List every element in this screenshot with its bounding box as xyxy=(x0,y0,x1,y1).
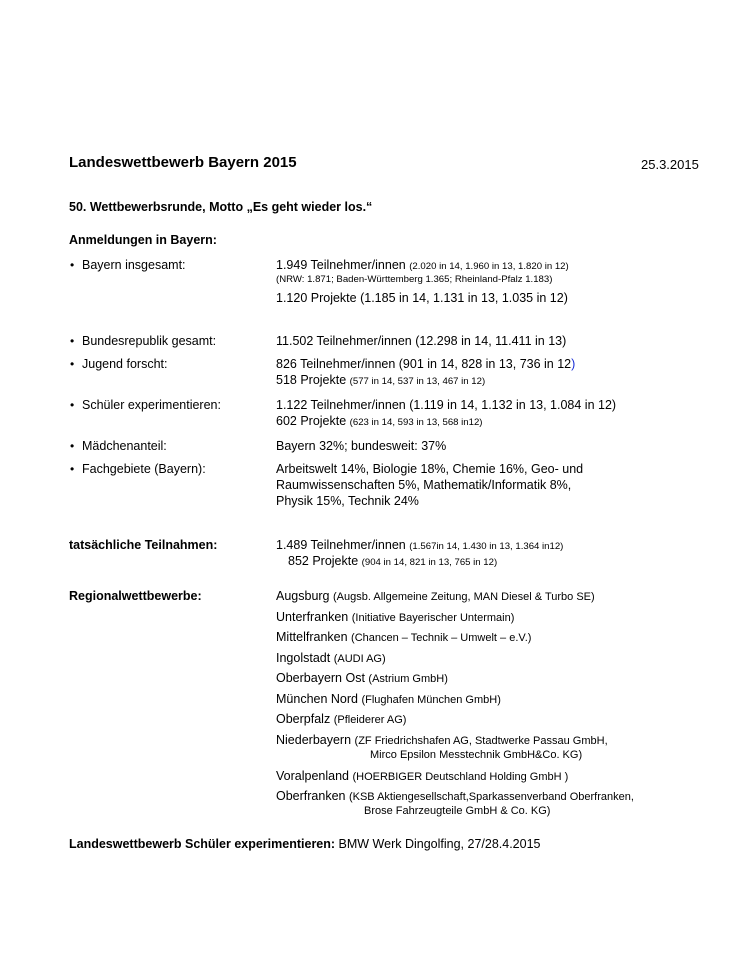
regional-item-muenchen-nord xyxy=(276,692,501,706)
jugend-participants: 826 Teilnehmer/innen (901 in 14, 828 in 13, 736 in 12 xyxy=(276,357,572,371)
fields-line-1: Arbeitswelt 14%, Biologie 18%, Chemie 16%, Geo- und xyxy=(276,462,584,476)
region-name: Niederbayern xyxy=(276,733,352,747)
region-name: Ingolstadt xyxy=(276,651,331,665)
regional-item-unterfranken xyxy=(276,610,514,624)
jugend-paren: ) xyxy=(571,357,576,371)
bullet-icon: • xyxy=(70,357,75,371)
region-name: Unterfranken xyxy=(276,610,349,624)
list-item-bayern xyxy=(70,258,186,272)
region-sponsor: (Chancen – Technik – Umwelt – e.V.) xyxy=(351,632,532,644)
region-name: Mittelfranken xyxy=(276,630,348,644)
list-item-schueler xyxy=(70,398,221,412)
bullet-icon: • xyxy=(70,258,75,272)
region-sponsor: (AUDI AG) xyxy=(333,653,386,665)
regional-item-oberbayern-ost xyxy=(276,671,448,685)
actual-projects-detail: (904 in 14, 821 in 13, 765 in 12) xyxy=(361,557,498,568)
schueler-label: Schüler experimentieren: xyxy=(82,398,221,412)
actual-label: tatsächliche Teilnahmen: xyxy=(69,538,218,552)
final-event-label: Landeswettbewerb Schüler experimentieren: xyxy=(69,837,336,851)
actual-participants: 1.489 Teilnehmer/innen xyxy=(276,538,406,552)
bullet-icon: • xyxy=(70,439,75,453)
schueler-participants: 1.122 Teilnehmer/innen (1.119 in 14, 1.132 in 13, 1.084 in 12) xyxy=(276,398,617,412)
region-sponsor: (Augsb. Allgemeine Zeitung, MAN Diesel & Turbo SE) xyxy=(333,591,595,603)
actual-participants-detail: (1.567in 14, 1.430 in 13, 1.364 in12) xyxy=(409,541,564,552)
federal-label: Bundesrepublik gesamt: xyxy=(82,334,217,348)
federal-value: 11.502 Teilnehmer/innen (12.298 in 14, 11.411 in 13) xyxy=(276,334,567,348)
bayern-label: Bayern insgesamt: xyxy=(82,258,186,272)
final-event-value: BMW Werk Dingolfing, 27/28.4.2015 xyxy=(335,837,541,851)
region-sponsor: (KSB Aktiengesellschaft,Sparkassenverband Oberfranken, xyxy=(348,791,634,803)
bayern-states: (NRW: 1.871; Baden-Württemberg 1.365; Rheinland-Pfalz 1.183) xyxy=(276,274,553,285)
jugend-projects-detail: (577 in 14, 537 in 13, 467 in 12) xyxy=(349,376,486,387)
region-name: Oberbayern Ost xyxy=(276,671,365,685)
regional-item-voralpenland xyxy=(276,769,568,783)
schueler-projects: 602 Projekte xyxy=(276,414,347,428)
region-sponsor-continued: Mirco Epsilon Messtechnik GmbH&Co. KG) xyxy=(370,749,583,761)
region-sponsor: (Pfleiderer AG) xyxy=(333,714,407,726)
regional-label: Regionalwettbewerbe: xyxy=(69,589,202,603)
region-sponsor: (Flughafen München GmbH) xyxy=(361,694,501,706)
bullet-icon: • xyxy=(70,462,75,476)
actual-projects-line xyxy=(288,554,497,568)
region-name: München Nord xyxy=(276,692,358,706)
region-name: Oberfranken xyxy=(276,789,346,803)
jugend-participants-line xyxy=(276,357,575,371)
region-sponsor: (ZF Friedrichshafen AG, Stadtwerke Passau GmbH, xyxy=(354,735,608,747)
bayern-participants-detail: (2.020 in 14, 1.960 in 13, 1.820 in 12) xyxy=(409,261,569,272)
bayern-participants: 1.949 Teilnehmer/innen xyxy=(276,258,406,272)
region-name: Voralpenland xyxy=(276,769,349,783)
fields-line-3: Physik 15%, Technik 24% xyxy=(276,494,419,508)
document-title: Landeswettbewerb Bayern 2015 xyxy=(69,154,297,171)
bullet-icon: • xyxy=(70,398,75,412)
regional-item-niederbayern xyxy=(276,733,608,747)
region-sponsor-continued: Brose Fahrzeugteile GmbH & Co. KG) xyxy=(364,805,551,817)
regional-item-oberfranken xyxy=(276,789,634,803)
jugend-projects: 518 Projekte xyxy=(276,373,347,387)
fields-label: Fachgebiete (Bayern): xyxy=(82,462,206,476)
girls-label: Mädchenanteil: xyxy=(82,439,167,453)
list-item-girls xyxy=(70,439,167,453)
region-sponsor: (HOERBIGER Deutschland Holding GmbH ) xyxy=(352,771,569,783)
list-item-jugend xyxy=(70,357,167,371)
schueler-projects-detail: (623 in 14, 593 in 13, 568 in12) xyxy=(349,417,483,428)
bullet-icon: • xyxy=(70,334,75,348)
region-name: Oberpfalz xyxy=(276,712,331,726)
regional-item-mittelfranken xyxy=(276,630,531,644)
actual-participants-line xyxy=(276,538,563,552)
jugend-projects-line xyxy=(276,373,485,387)
fields-line-2: Raumwissenschaften 5%, Mathematik/Informatik 8%, xyxy=(276,478,572,492)
girls-value: Bayern 32%; bundesweit: 37% xyxy=(276,439,447,453)
bayern-projects: 1.120 Projekte (1.185 in 14, 1.131 in 13, 1.035 in 12) xyxy=(276,291,568,305)
region-sponsor: (Astrium GmbH) xyxy=(368,673,448,685)
regional-item-ingolstadt xyxy=(276,651,386,665)
actual-projects: 852 Projekte xyxy=(288,554,359,568)
list-item-federal xyxy=(70,334,216,348)
final-event-line xyxy=(69,837,541,851)
registrations-heading: Anmeldungen in Bayern: xyxy=(69,233,217,247)
region-name: Augsburg xyxy=(276,589,330,603)
regional-item-oberpfalz xyxy=(276,712,406,726)
regional-item-augsburg xyxy=(276,589,595,603)
schueler-projects-line xyxy=(276,414,483,428)
round-motto: 50. Wettbewerbsrunde, Motto „Es geht wieder los.“ xyxy=(69,200,373,214)
list-item-fields xyxy=(70,462,206,476)
document-date: 25.3.2015 xyxy=(641,157,699,172)
bayern-participants-line xyxy=(276,258,569,272)
region-sponsor: (Initiative Bayerischer Untermain) xyxy=(351,612,515,624)
jugend-label: Jugend forscht: xyxy=(82,357,168,371)
